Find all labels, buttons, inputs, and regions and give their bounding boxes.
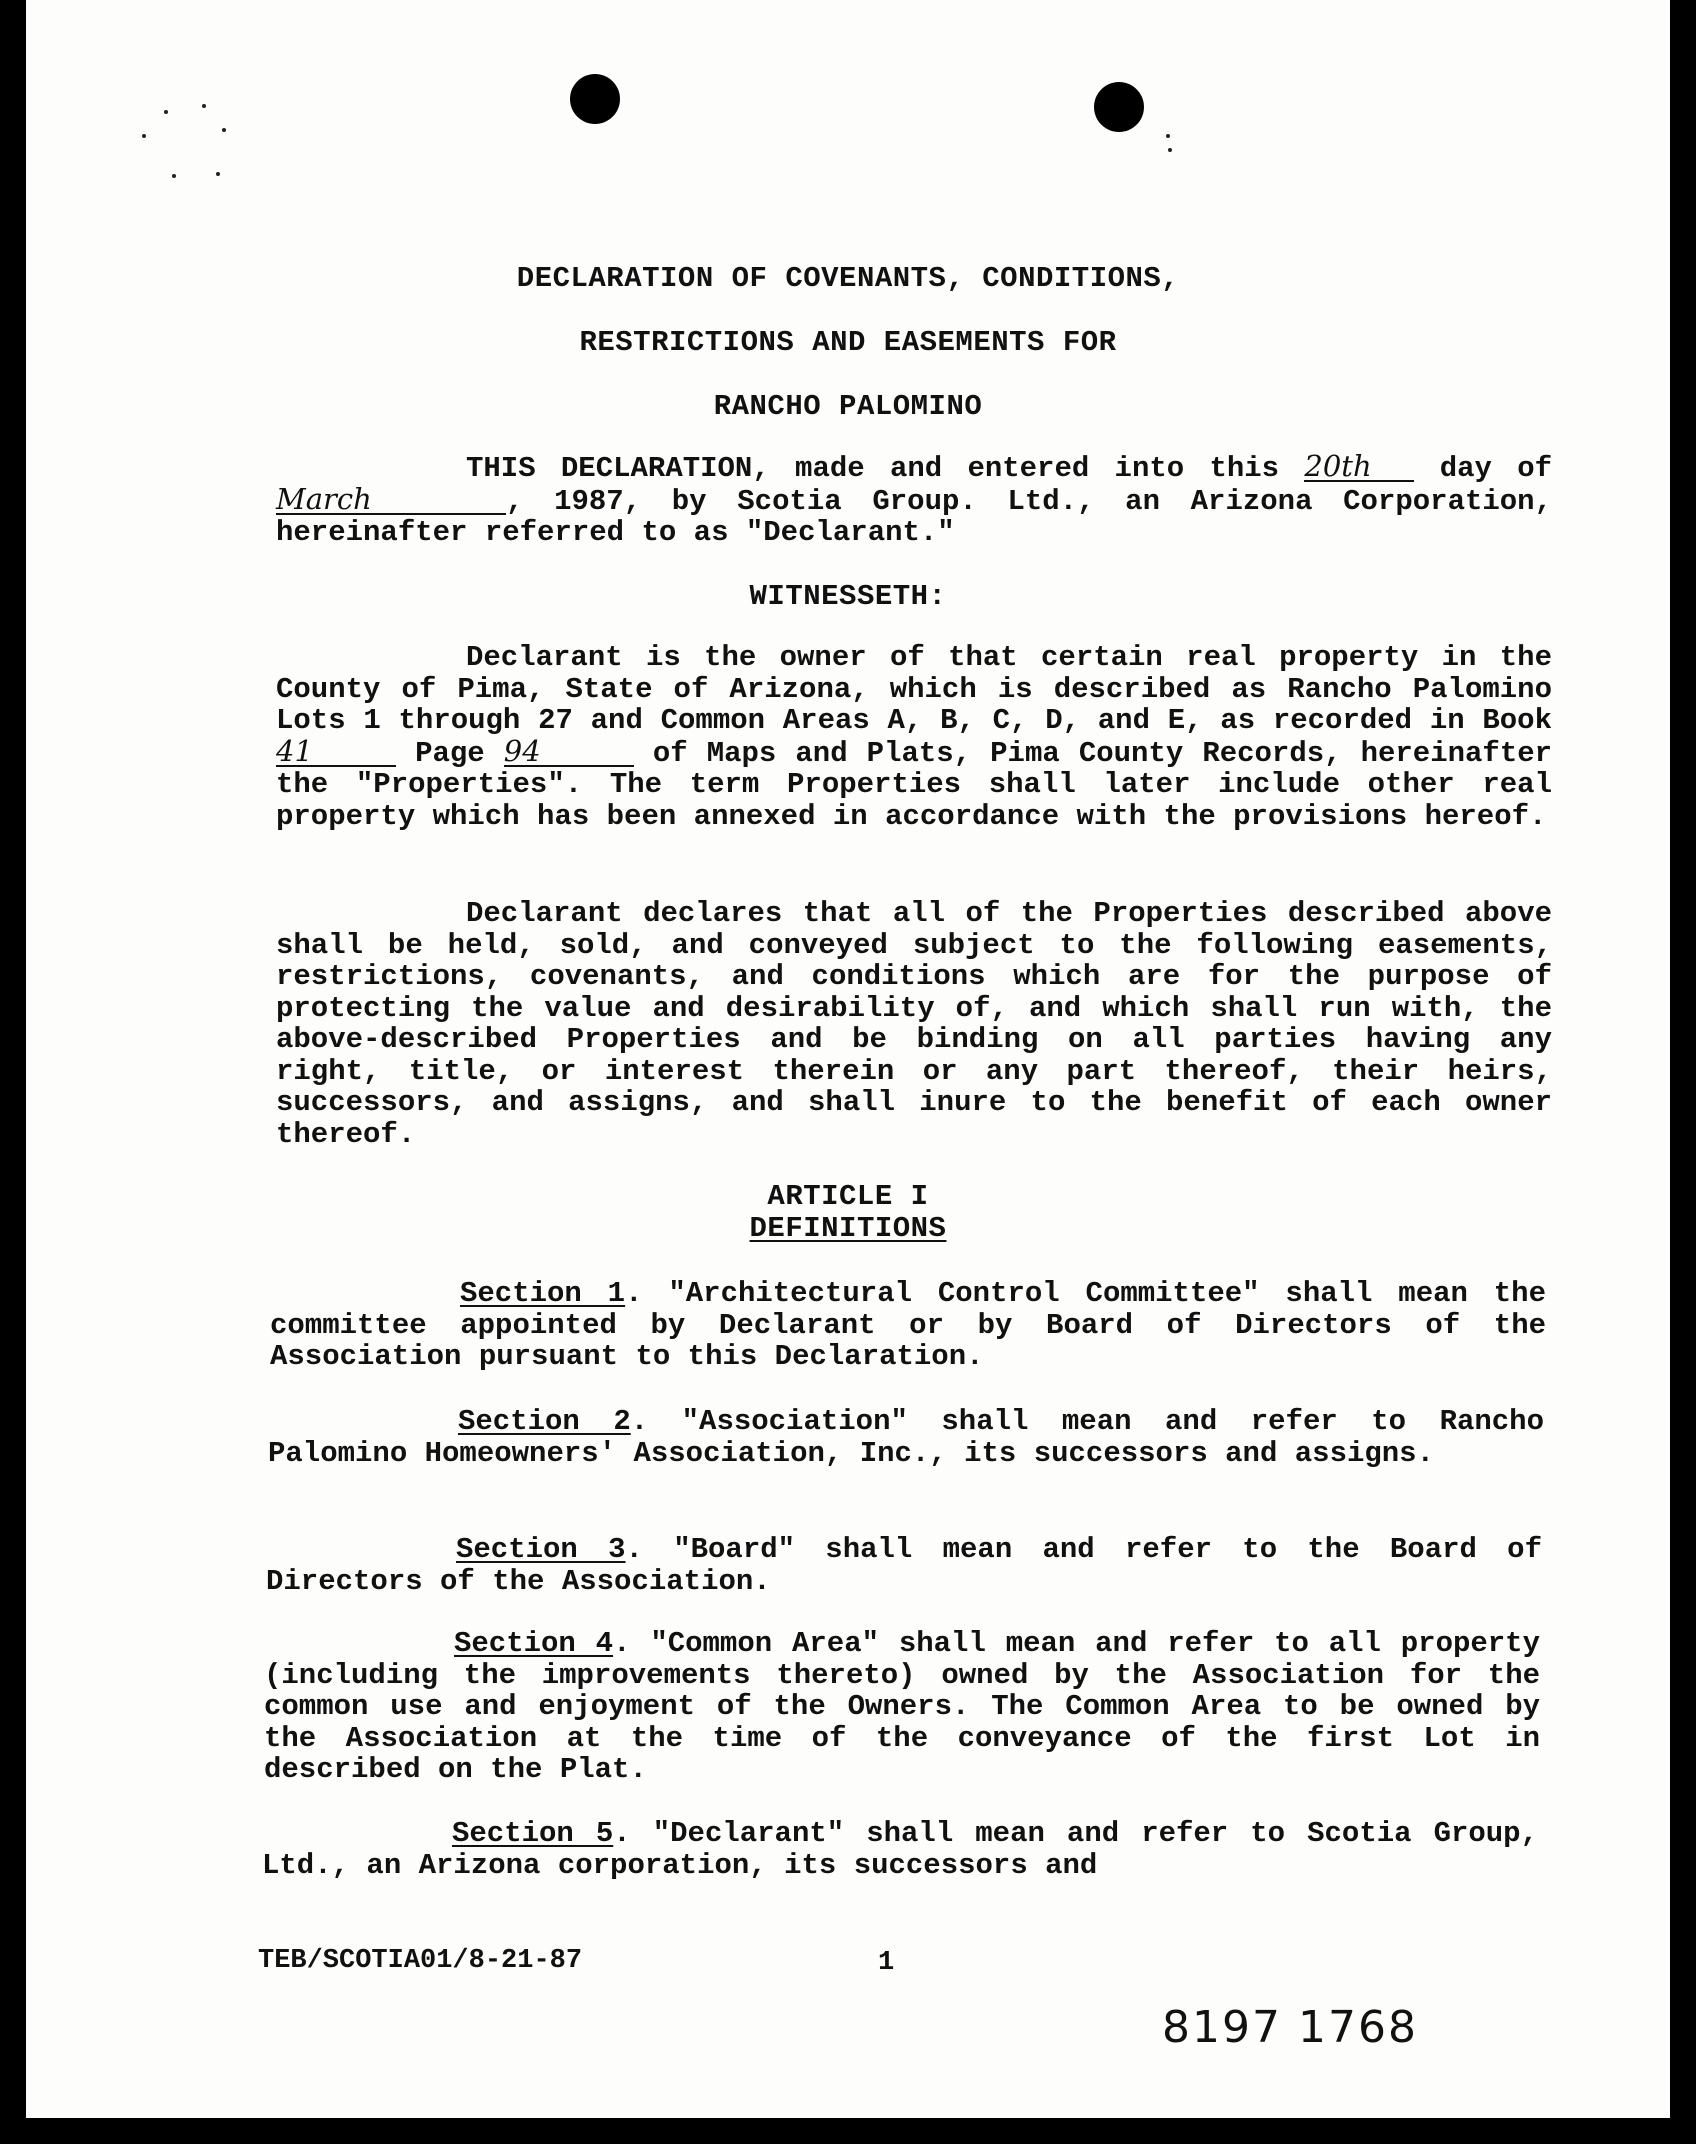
section-3 xyxy=(266,1534,1542,1597)
scan-speck xyxy=(202,104,206,108)
para1-text-3: of Maps and Plats, Pima County Records, hereinafter the "Properties". The term Properties shall later include other real property which has been annexed in accordance with the provisions hereof. xyxy=(276,736,1553,833)
scan-speck xyxy=(222,128,226,132)
para2-text: Declarant declares that all of the Properties described above shall be held, sold, and conveyed subject to the following easements, restrictions, covenants, and conditions which are for the purpose of protecting the value and desirability of, and which shall run with, the above-described Properties and be binding on all parties having any right, title, or interest therein or any part thereof, their heirs, successors, and assigns, and shall inure to the benefit of each owner thereof. xyxy=(276,897,1552,1151)
section-2 xyxy=(268,1406,1544,1469)
section-5-label: Section 5 xyxy=(452,1817,614,1850)
paragraph-declaration xyxy=(276,898,1552,1150)
section-4 xyxy=(264,1628,1540,1786)
page-number: 1 xyxy=(878,1948,895,1978)
article-number: ARTICLE I xyxy=(767,1180,929,1213)
document-code: TEB/SCOTIA01/8-21-87 xyxy=(258,1946,583,1976)
scan-speck xyxy=(172,174,176,178)
article-heading xyxy=(26,1212,1670,1245)
scan-speck xyxy=(216,172,220,176)
handwritten-book: 41 xyxy=(276,737,396,767)
section-4-text: . "Common Area" shall mean and refer to all property (including the improvements thereto) owned by the Association for the common use and enjoyment of the Owners. The Common Area to be owned by the Association at the time of the conveyance of the first Lot in described on the Plat. xyxy=(264,1627,1540,1786)
section-3-label: Section 3 xyxy=(456,1533,626,1566)
para1-text-1: Declarant is the owner of that certain real property in the County of Pima, State of Arizona, which is described as Rancho Palomino Lots 1 through 27 and Common Areas A, B, C, D, and E, as recorded in Book xyxy=(276,641,1552,737)
title-line-3: RANCHO PALOMINO xyxy=(713,390,983,423)
intro-text-3: , 1987, by Scotia Group. Ltd., an Arizona Corporation, hereinafter referred to as "Declarant." xyxy=(276,484,1552,549)
witnesseth-heading: WITNESSETH: xyxy=(749,580,947,613)
scan-speck xyxy=(142,134,146,138)
scan-speck xyxy=(164,110,168,114)
section-3-text: . "Board" shall mean and refer to the Board of Directors of the Association. xyxy=(266,1533,1542,1598)
section-4-label: Section 4 xyxy=(454,1627,614,1660)
section-1-label: Section 1 xyxy=(460,1277,626,1310)
section-2-text: . "Association" shall mean and refer to Rancho Palomino Homeowners' Association, Inc., its successors and assigns. xyxy=(268,1405,1544,1470)
handwritten-month: March xyxy=(276,485,506,515)
recording-stamp: 8197 1768 xyxy=(1162,2002,1418,2053)
document-page xyxy=(26,0,1670,2118)
handwritten-day: 20th xyxy=(1304,452,1414,482)
paragraph-ownership xyxy=(276,642,1552,832)
section-1 xyxy=(270,1278,1546,1373)
scan-speck xyxy=(1166,134,1170,138)
intro-paragraph xyxy=(276,449,1552,549)
section-2-label: Section 2 xyxy=(458,1405,631,1438)
title-line-2: RESTRICTIONS AND EASEMENTS FOR xyxy=(579,326,1117,359)
scan-speck xyxy=(1168,148,1172,152)
section-1-text: . "Architectural Control Committee" shall mean the committee appointed by Declarant or by Board of Directors of the Association pursuant to this Declaration. xyxy=(270,1277,1546,1373)
punch-hole-right xyxy=(1094,82,1144,132)
intro-text-2: day of xyxy=(1439,452,1552,485)
punch-hole-left xyxy=(570,74,620,124)
para1-text-2: Page xyxy=(415,736,485,770)
intro-text-1: THIS DECLARATION, made and entered into this xyxy=(466,452,1280,485)
handwritten-page: 94 xyxy=(504,737,634,767)
section-5-text: . "Declarant" shall mean and refer to Scotia Group, Ltd., an Arizona corporation, its successors and xyxy=(262,1817,1538,1882)
title-line-1: DECLARATION OF COVENANTS, CONDITIONS, xyxy=(516,262,1180,295)
section-5 xyxy=(262,1818,1538,1881)
article-heading-text: DEFINITIONS xyxy=(749,1212,947,1245)
